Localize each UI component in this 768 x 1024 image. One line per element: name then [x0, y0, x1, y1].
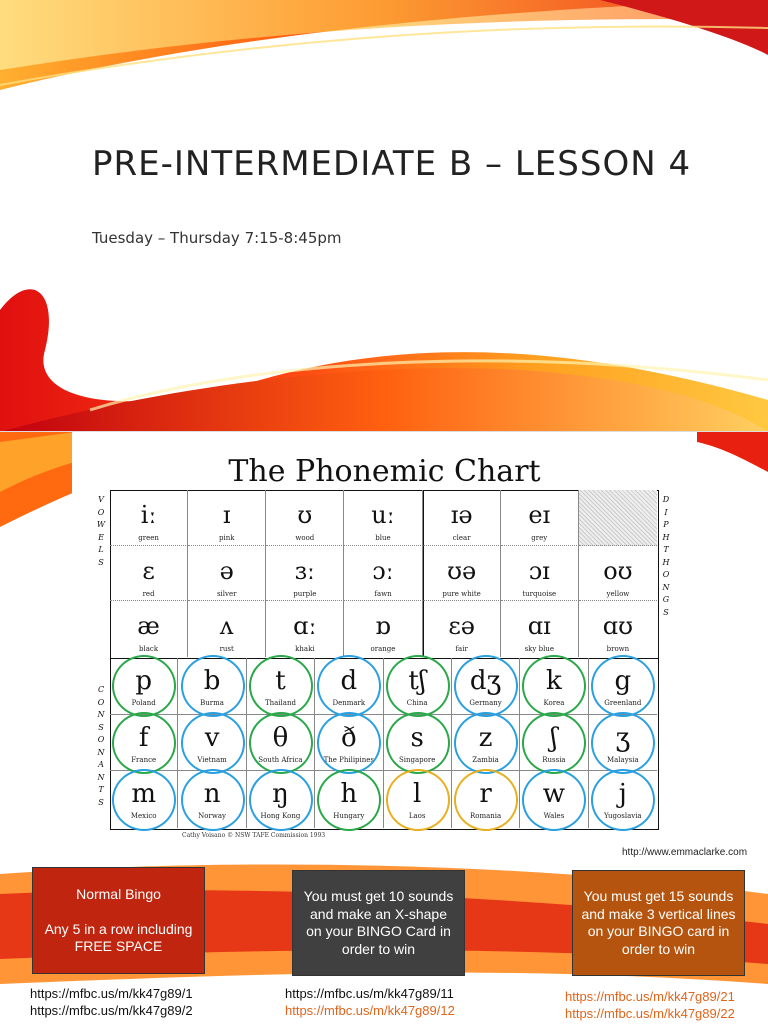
bingo-circle-mark: [317, 769, 381, 831]
bingo-card-link[interactable]: https://mfbc.us/m/kk47g89/22: [565, 1006, 735, 1021]
vowel-cell: [188, 601, 266, 657]
top-swoosh-graphic: [0, 0, 768, 120]
vowel-cell: [266, 546, 344, 602]
normal-bingo-box: [32, 867, 205, 974]
vowel-word: orange: [370, 645, 396, 654]
vowel-cell: [188, 546, 266, 602]
side-letter: I: [664, 507, 668, 517]
side-letter: G: [662, 595, 670, 604]
vowel-symbol: ɛə: [448, 612, 475, 641]
side-letter: W: [96, 520, 106, 529]
vowel-cell: [110, 601, 188, 657]
vowel-word: silver: [216, 589, 237, 598]
consonant-symbol: p: [135, 666, 153, 696]
side-letter: V: [98, 495, 104, 504]
side-letter: N: [662, 582, 670, 592]
side-letter: O: [662, 570, 670, 579]
vowel-word: yellow: [606, 589, 630, 598]
consonant-word: France: [131, 755, 157, 764]
consonant-word: Malaysia: [606, 755, 639, 764]
vowel-cell: [501, 490, 579, 546]
box-text-line: Normal Bingo: [76, 885, 161, 902]
consonant-symbol: r: [479, 779, 492, 810]
vowel-symbol: ɪ: [222, 501, 231, 529]
vowel-word: turquoise: [522, 589, 557, 598]
vowel-symbol: ʌ: [219, 612, 234, 641]
consonant-symbol: g: [614, 666, 632, 696]
vowel-word: brown: [606, 645, 630, 654]
vowel-cell: [266, 490, 344, 546]
box-text-line: You must get 10 sounds and make an X-shape on your BINGO Card in order to win: [303, 888, 454, 957]
side-letter: S: [98, 557, 104, 567]
consonant-word: Wales: [543, 812, 565, 821]
bingo-circle-mark: [386, 769, 450, 831]
consonant-word: Mexico: [130, 812, 157, 821]
consonant-symbol: k: [546, 666, 562, 696]
vowel-symbol: ɔː: [372, 556, 394, 585]
consonant-symbol: v: [204, 722, 220, 753]
vowel-symbol: ɒ: [375, 612, 391, 641]
vowel-cell: [423, 601, 501, 657]
vowel-word: pure white: [442, 589, 481, 598]
bingo-card-link[interactable]: https://mfbc.us/m/kk47g89/1: [30, 986, 193, 1001]
vowel-cell: [579, 601, 657, 657]
vowel-word: fair: [455, 645, 468, 654]
consonant-word: South Africa: [258, 755, 303, 764]
side-letter: S: [98, 797, 104, 807]
consonant-word: Greenland: [604, 699, 642, 707]
consonant-word: Russia: [542, 755, 566, 764]
vowel-symbol: ɑː: [293, 612, 317, 641]
side-letter: N: [97, 772, 105, 782]
bingo-circle-mark: [386, 655, 450, 717]
bingo-circle-mark: [454, 712, 518, 774]
consonant-word: Yugoslavia: [604, 812, 642, 821]
vowel-word: grey: [531, 534, 548, 542]
vowel-symbol: oʊ: [603, 556, 633, 585]
consonant-symbol: tʃ: [408, 666, 426, 696]
side-letter: L: [98, 545, 104, 554]
vowel-symbol: ʊə: [447, 556, 477, 585]
side-letter: H: [662, 557, 670, 567]
side-letter: E: [98, 532, 104, 542]
consonant-word: Singapore: [398, 755, 436, 764]
consonant-symbol: b: [203, 666, 221, 696]
vowel-symbol: ɑɪ: [527, 612, 551, 641]
bingo-circle-mark: [181, 712, 245, 774]
consonant-word: Denmark: [332, 699, 366, 707]
side-letter: O: [97, 697, 105, 707]
consonant-symbol: f: [138, 722, 149, 753]
vowel-word: khaki: [295, 645, 315, 654]
vertical-lines-bingo-box: [572, 870, 745, 976]
vowel-cell: [579, 546, 657, 602]
consonant-word: Thailand: [264, 699, 296, 707]
bingo-circle-mark: [591, 655, 655, 717]
bingo-circle-mark: [249, 655, 313, 717]
vowel-word: green: [138, 534, 159, 542]
consonant-word: Korea: [543, 699, 565, 707]
side-letter: T: [663, 545, 669, 554]
side-letter: N: [97, 710, 105, 719]
consonant-symbol: w: [542, 779, 566, 810]
slide-title: PRE-INTERMEDIATE B – LESSON 4: [92, 144, 692, 184]
side-letter: A: [98, 760, 104, 769]
bingo-circle-mark: [591, 769, 655, 831]
box-text-line: Any 5 in a row including FREE SPACE: [44, 920, 193, 954]
side-letter: O: [97, 735, 105, 744]
consonant-word: Germany: [469, 699, 502, 707]
bottom-swoosh-graphic: [0, 270, 768, 432]
vowel-cell: [110, 546, 188, 602]
vowel-word: blue: [375, 534, 391, 542]
bingo-circle-mark: [181, 769, 245, 831]
bingo-circle-mark: [249, 712, 313, 774]
bingo-circle-mark: [112, 769, 176, 831]
bingo-circle-mark: [317, 712, 381, 774]
bingo-circle-mark: [522, 769, 586, 831]
chart-title: The Phonemic Chart: [228, 454, 541, 489]
vowel-cell: [501, 546, 579, 602]
bingo-circle-mark: [454, 769, 518, 831]
vowel-symbol: uː: [371, 501, 395, 529]
vowel-symbol: ɜː: [294, 556, 315, 585]
consonant-word: Hungary: [333, 812, 365, 821]
consonant-symbol: ð: [340, 722, 357, 753]
vowel-symbol: ʊ: [297, 501, 313, 529]
consonant-word: Zambia: [472, 755, 499, 764]
title-slide: [0, 0, 768, 432]
side-letter: P: [663, 520, 669, 529]
vowel-cell: [579, 490, 657, 546]
consonant-symbol: n: [203, 779, 221, 810]
bingo-circle-mark: [522, 712, 586, 774]
vowel-cell: [344, 546, 422, 602]
box-text-line: [41, 903, 196, 921]
bingo-card-link[interactable]: https://mfbc.us/m/kk47g89/11: [285, 986, 454, 1001]
vowel-cell: [266, 601, 344, 657]
chart-source-url: http://www.emmaclarke.com: [622, 847, 748, 858]
consonant-word: Hong Kong: [260, 812, 301, 821]
consonant-symbol: ʃ: [550, 722, 558, 753]
bingo-circle-mark: [112, 712, 176, 774]
vowel-word: fawn: [374, 589, 392, 598]
phonemic-chart: [72, 432, 748, 862]
x-shape-bingo-box: [292, 870, 465, 976]
vowel-symbol: ɪə: [450, 501, 473, 529]
consonant-symbol: l: [413, 779, 422, 810]
consonant-symbol: j: [618, 779, 627, 810]
bingo-circle-mark: [249, 769, 313, 831]
consonant-symbol: ŋ: [272, 779, 289, 810]
vowel-cell: [423, 490, 501, 546]
vowel-cell: [344, 490, 422, 546]
consonant-word: China: [406, 699, 428, 707]
bingo-card-link[interactable]: https://mfbc.us/m/kk47g89/2: [30, 1003, 193, 1018]
side-letter: O: [97, 507, 105, 517]
consonant-symbol: t: [275, 666, 286, 696]
vowel-cell: [344, 601, 422, 657]
vowel-cell: [423, 546, 501, 602]
bingo-slide: [0, 432, 768, 1024]
vowel-cell: [110, 490, 188, 546]
bingo-circle-mark: [591, 712, 655, 774]
consonant-word: Norway: [198, 812, 226, 821]
vowel-cell: [188, 490, 266, 546]
side-letter: N: [97, 747, 105, 757]
vowel-word: wood: [295, 534, 315, 542]
side-letter: C: [97, 685, 105, 694]
consonant-symbol: z: [478, 722, 493, 753]
consonant-symbol: ʒ: [615, 722, 631, 753]
consonant-symbol: θ: [272, 722, 289, 753]
diphthongs-side-label: [661, 494, 671, 619]
side-letter: S: [98, 722, 104, 732]
vowel-symbol: eɪ: [528, 501, 551, 529]
consonant-symbol: h: [340, 779, 358, 810]
consonant-symbol: m: [131, 779, 157, 810]
vowel-symbol: ɑʊ: [602, 612, 634, 641]
vowel-symbol: ɛ: [142, 556, 155, 585]
chart-credit: Cathy Voisano © NSW TAFE Commission 1993: [182, 832, 326, 839]
vowel-symbol: ɔɪ: [528, 556, 550, 585]
box-text-line: You must get 15 sounds and make 3 vertical lines on your BINGO card in order to win: [581, 888, 736, 957]
consonant-word: Romania: [469, 812, 502, 821]
vowel-symbol: iː: [140, 501, 157, 529]
bingo-circle-mark: [386, 712, 450, 774]
vowel-word: purple: [293, 589, 317, 598]
side-letter: T: [98, 785, 104, 794]
side-letter: D: [662, 495, 670, 504]
consonant-word: Laos: [408, 812, 426, 821]
consonant-word: Burma: [200, 699, 224, 707]
consonant-symbol: s: [410, 722, 424, 753]
consonant-symbol: dʒ: [469, 666, 502, 696]
consonant-word: Poland: [131, 699, 156, 707]
consonant-word: Vietnam: [197, 755, 227, 764]
bingo-card-link[interactable]: https://mfbc.us/m/kk47g89/21: [565, 989, 735, 1004]
vowel-word: red: [142, 589, 155, 598]
vowel-word: black: [139, 645, 159, 654]
bingo-card-link[interactable]: https://mfbc.us/m/kk47g89/12: [285, 1003, 455, 1018]
vowels-side-label: [96, 494, 106, 569]
bingo-circle-mark: [181, 655, 245, 717]
vowel-word: rust: [219, 645, 234, 654]
consonant-word: The Philipines: [323, 755, 375, 764]
vowel-word: pink: [218, 534, 235, 542]
bingo-circle-mark: [454, 655, 518, 717]
side-letter: S: [663, 607, 669, 617]
vowel-cell: [501, 601, 579, 657]
consonants-side-label: [96, 684, 106, 809]
vowel-word: clear: [452, 534, 471, 542]
vowel-symbol: ə: [219, 556, 234, 585]
consonant-symbol: d: [340, 666, 358, 696]
vowel-word: sky blue: [524, 645, 554, 654]
vowel-symbol: æ: [137, 612, 160, 641]
slide-subtitle: Tuesday – Thursday 7:15-8:45pm: [92, 229, 342, 247]
side-letter: H: [662, 532, 670, 542]
